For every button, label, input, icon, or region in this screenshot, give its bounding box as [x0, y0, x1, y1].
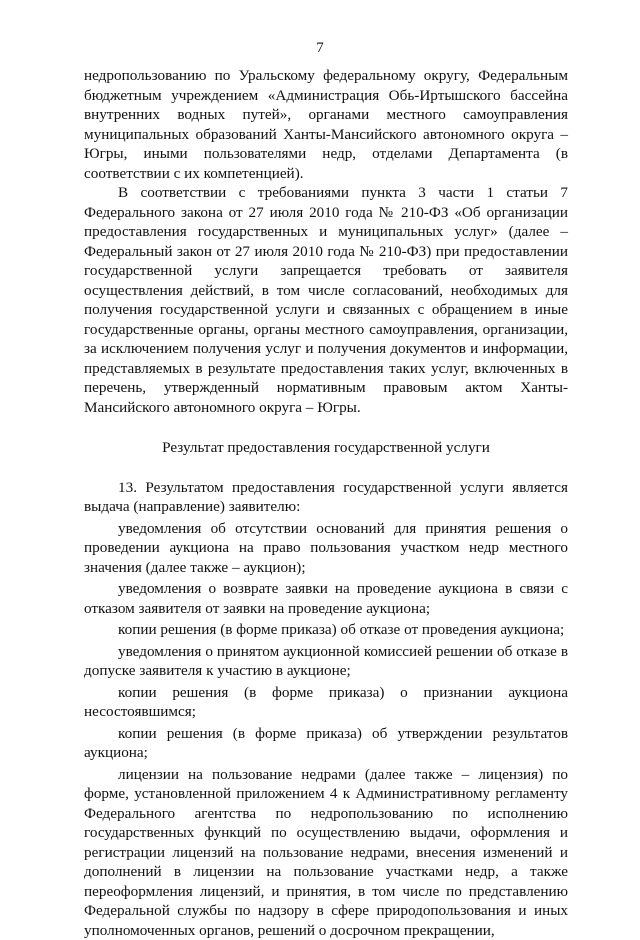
result-item-license: лицензии на пользование недрами (далее также – лицензия) по форме, установленной приложением 4 к Административному регламенту Федерального агентства по недропользованию по исполнению государственных функций по осуществлению выдачи, оформления и регистрации лицензий на пользование недрами, внесения изменений и дополнений в лицензии на пользование участками недр, а также переоформления лицензий, и принятия, в том числе по представлению Федеральной службы по надзору в сфере природопользования и иных уполномоченных органов, решений о досрочном прекращении,	[84, 765, 568, 940]
result-item-return-notice: уведомления о возврате заявки на проведение аукциона в связи с отказом заявителя от заявки на проведение аукциона;	[84, 579, 568, 618]
result-item-refusal-copy: копии решения (в форме приказа) об отказе от проведения аукциона;	[84, 620, 568, 640]
result-item-results-approval-copy: копии решения (в форме приказа) об утверждении результатов аукциона;	[84, 724, 568, 763]
paragraph-federal-law-requirements: В соответствии с требованиями пункта 3 части 1 статьи 7 Федерального закона от 27 июля 2010 года № 210-ФЗ «Об организации предоставления государственных и муниципальных услуг» (далее – Федеральный закон от 27 июля 2010 года № 210-ФЗ) при предоставлении государственной услуги запрещается требовать от заявителя осуществления действий, в том числе согласований, необходимых для получения государственной услуги и связанных с обращением в иные государственные органы, органы местного самоуправления, организации, за исключением получения услуг и получения документов и информации, представляемых в результате предоставления таких услуг, включенных в перечень, утвержденный нормативным правовым актом Ханты-Мансийского автономного округа – Югры.	[84, 183, 568, 417]
result-item-failed-auction-copy: копии решения (в форме приказа) о признании аукциона несостоявшимся;	[84, 683, 568, 722]
document-body	[84, 66, 568, 940]
result-item-admission-refusal-notice: уведомления о принятом аукционной комиссией решении об отказе в допуске заявителя к участию в аукционе;	[84, 642, 568, 681]
page-number: 7	[0, 40, 640, 57]
result-item-no-grounds-notice: уведомления об отсутствии оснований для принятия решения о проведении аукциона на право пользования участком недр местного значения (далее также – аукцион);	[84, 519, 568, 578]
section-heading: Результат предоставления государственной услуги	[84, 438, 568, 458]
paragraph-item-13: 13. Результатом предоставления государственной услуги является выдача (направление) заявителю:	[84, 478, 568, 517]
paragraph-continued: недропользованию по Уральскому федеральному округу, Федеральным бюджетным учреждением «Администрация Обь-Иртышского бассейна внутренних водных путей», органами местного самоуправления муниципальных образований Ханты-Мансийского автономного округа – Югры, иными пользователями недр, отделами Департамента (в соответствии с их компетенцией).	[84, 66, 568, 183]
